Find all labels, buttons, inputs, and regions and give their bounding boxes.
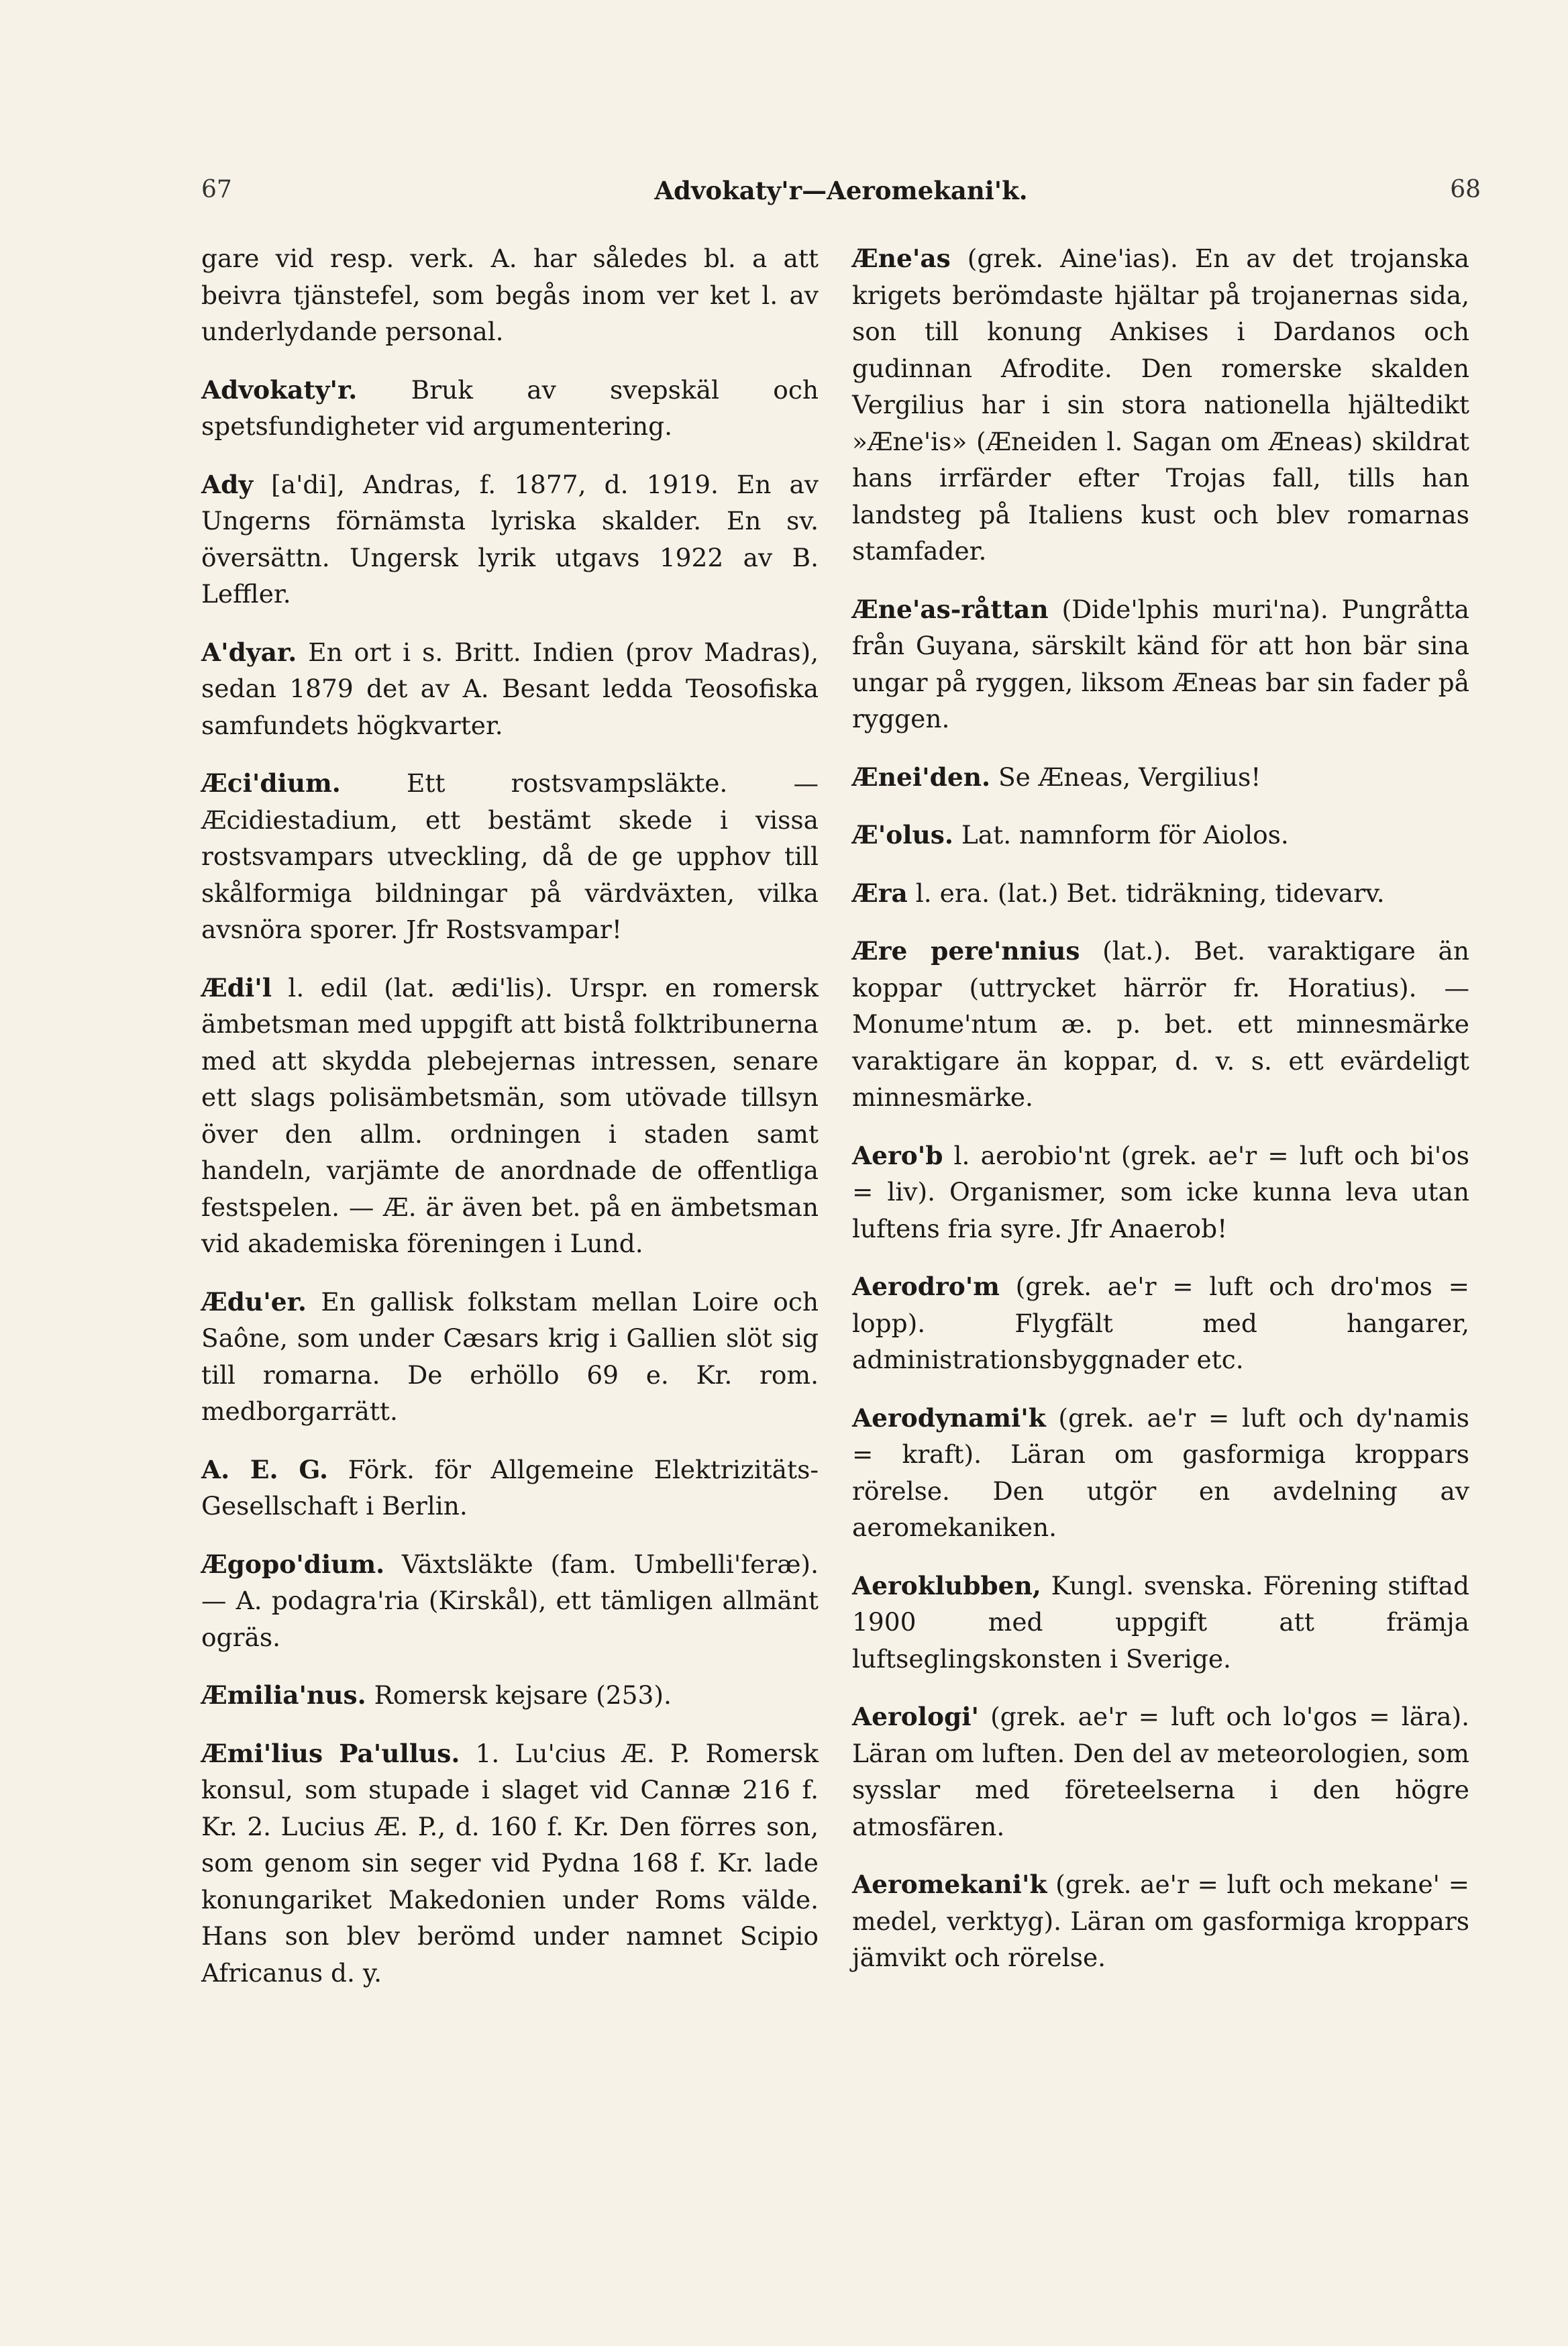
entry-text: [a'di], Andras, f. 1877, d. 1919. En av Ungerns förnämsta lyriska skalder. En sv. översättn. Ungersk lyrik utgavs 1922 av B. Leffler. (201, 469, 819, 609)
entry-headword: Ædi'l (201, 972, 272, 1003)
entry-headword: Advokaty'r. (201, 374, 358, 405)
dictionary-entry (852, 933, 1469, 1116)
entry-text: l. era. (lat.) Bet. tidräkning, tidevarv. (907, 878, 1385, 908)
entry-text: (grek. ae'r = luft och mekane' = medel, verktyg). Läran om gasformiga kroppars jämvikt och rörelse. (852, 1870, 1469, 1972)
dictionary-entry (201, 1677, 819, 1714)
dictionary-entry (852, 1400, 1469, 1546)
dictionary-entry (201, 372, 819, 445)
entry-headword: Æ'olus. (852, 820, 953, 850)
right-column (852, 240, 1469, 1998)
left-column (201, 240, 819, 2012)
entry-headword: Ægopo'dium. (201, 1549, 385, 1579)
entry-headword: Aerologi' (852, 1702, 979, 1731)
entry-headword: Ænei'den. (852, 762, 991, 792)
entry-text: En gallisk folkstam mellan Loire och Saône, som under Cæsars krig i Gallien slöt sig till romarna. De erhöllo 69 e. Kr. rom. medborgarrätt. (201, 1286, 819, 1426)
dictionary-entry (201, 1451, 819, 1525)
entry-headword: Aerodro'm (852, 1272, 1000, 1301)
page-header (201, 176, 1481, 216)
dictionary-entry (852, 1866, 1469, 1976)
entry-headword: Æci'dium. (201, 768, 341, 798)
dictionary-entry (852, 1698, 1469, 1845)
entry-text: l. aerobio'nt (grek. ae'r = luft och bi'os = liv). Organismer, som icke kunna leva utan luftens fria syre. Jfr Anaerob! (852, 1140, 1469, 1243)
entry-text: (grek. ae'r = luft och dy'namis = kraft). Läran om gasformiga kroppars rörelse. Den utgör en avdelning av aeromekaniken. (852, 1402, 1469, 1542)
entry-text: (grek. Aine'ias). En av det trojanska krigets berömdaste hjältar på trojanernas sida, son till konung Ankises i Dardanos och gudinnan Afrodite. Den romerske skalden Vergilius har i sin stora nationella hjältedikt »Æne'is» (Æneiden l. Sagan om Æneas) skildrat hans irrfärder efter Trojas fall, tills han landsteg på Italiens kust och blev romarnas stamfader. (852, 244, 1469, 566)
entry-text: (lat.). Bet. varaktigare än koppar (uttrycket härrör fr. Horatius). — Monume'ntum æ. p. bet. ett minnesmärke varaktigare än koppar, d. v. s. ett evärdeligt minnesmärke. (852, 936, 1469, 1112)
entry-headword: Æne'as (852, 244, 951, 273)
entry-headword: Æmi'lius Pa'ullus. (201, 1738, 460, 1768)
entry-text: l. edil (lat. ædi'lis). Urspr. en romersk ämbetsman med uppgift att bistå folktribunerna med att skydda plebejernas intressen, senare ett slags polisämbetsmän, som utövade tillsyn över den allm. ordningen i staden samt handeln, varjämte de anordnade de offentliga festspelen. — Æ. är även bet. på en ämbetsman vid akademiska föreningen i Lund. (201, 972, 819, 1258)
entry-text: Romersk kejsare (253). (366, 1680, 672, 1710)
dictionary-entry (201, 1284, 819, 1430)
dictionary-entry: gare vid resp. verk. A. har således bl. a att beivra tjänstefel, som begås inom ver ket l. av underlydande personal. (201, 244, 819, 346)
entry-headword: A. E. G. (201, 1454, 329, 1484)
entry-text: Kungl. svenska. Förening stiftad 1900 med uppgift att främja luftseglingskonsten i Sverige. (852, 1570, 1469, 1674)
entry-headword: Ære pere'nnius (852, 936, 1080, 966)
entry-headword: Aeromekani'k (852, 1870, 1047, 1899)
entry-text: En ort i s. Britt. Indien (prov Madras), sedan 1879 det av A. Besant ledda Teosofiska samfundets högkvarter. (201, 637, 819, 740)
dictionary-entry (852, 759, 1469, 796)
entry-headword: Aeroklubben, (852, 1570, 1041, 1600)
entry-text: (Dide'lphis muri'na). Pungråtta från Guyana, särskilt känd för att hon bär sina ungar på ryggen, liksom Æneas bar sin fader på ryggen. (852, 594, 1469, 733)
entry-headword: Aerodynami'k (852, 1402, 1046, 1433)
entry-text: Bruk av svepskäl och spetsfundigheter vid argumentering. (201, 374, 819, 441)
entry-headword: A'dyar. (201, 637, 297, 667)
entry-text: Ett rostsvampsläkte. — Æcidiestadium, ett bestämt skede i vissa rostsvampars utveckling, då de ge upphov till skålformiga bildningar på värdväxten, vilka avsnöra sporer. Jfr Rostsvampar! (201, 768, 819, 944)
entry-text: Förk. för Allgemeine Elektrizitäts-Gesellschaft i Berlin. (201, 1454, 819, 1521)
dictionary-entry (852, 817, 1469, 854)
entry-text: 1. Lu'cius Æ. P. Romersk konsul, som stupade i slaget vid Cannæ 216 f. Kr. 2. Lucius Æ. P., d. 160 f. Kr. Den förres son, som genom sin seger vid Pydna 168 f. Kr. lade konungariket Makedonien under Roms välde. Hans son blev berömd under namnet Scipio Africanus d. y. (201, 1738, 819, 1988)
dictionary-entry (201, 466, 819, 613)
entry-headword: Ædu'er. (201, 1286, 307, 1317)
entry-text: Växtsläkte (fam. Umbelli'feræ). — A. podagra'ria (Kirskål), ett tämligen allmänt ogräs. (201, 1549, 819, 1652)
entry-text: Se Æneas, Vergilius! (990, 762, 1261, 792)
entry-text: Lat. namnform för Aiolos. (953, 820, 1289, 850)
entry-headword: Æmilia'nus. (201, 1680, 366, 1710)
dictionary-entry (201, 970, 819, 1262)
dictionary-entry (201, 1546, 819, 1656)
dictionary-entry (852, 1268, 1469, 1378)
entry-headword: Ady (201, 469, 254, 499)
dictionary-entry (852, 875, 1469, 912)
dictionary-entry (852, 591, 1469, 737)
dictionary-entry (852, 1568, 1469, 1678)
dictionary-entry (201, 765, 819, 948)
page-number-left: 67 (201, 176, 232, 203)
dictionary-entry (852, 1137, 1469, 1247)
page-number-right: 68 (1450, 176, 1481, 203)
dictionary-entry (201, 634, 819, 744)
entry-headword: Æra (852, 878, 908, 908)
dictionary-entry (201, 1735, 819, 1992)
dictionary-entry (852, 240, 1469, 570)
entry-headword: Aero'b (852, 1140, 943, 1170)
running-title: Advokaty'r—Aeromekani'k. (654, 176, 1028, 205)
entry-text: (grek. ae'r = luft och dro'mos = lopp). Flygfält med hangarer, administrationsbyggnader etc. (852, 1272, 1469, 1374)
entry-text: (grek. ae'r = luft och lo'gos = lära). Läran om luften. Den del av meteorologien, som sysslar med företeelserna i den högre atmosfären. (852, 1702, 1469, 1841)
entry-headword: Æne'as-råttan (852, 594, 1049, 624)
